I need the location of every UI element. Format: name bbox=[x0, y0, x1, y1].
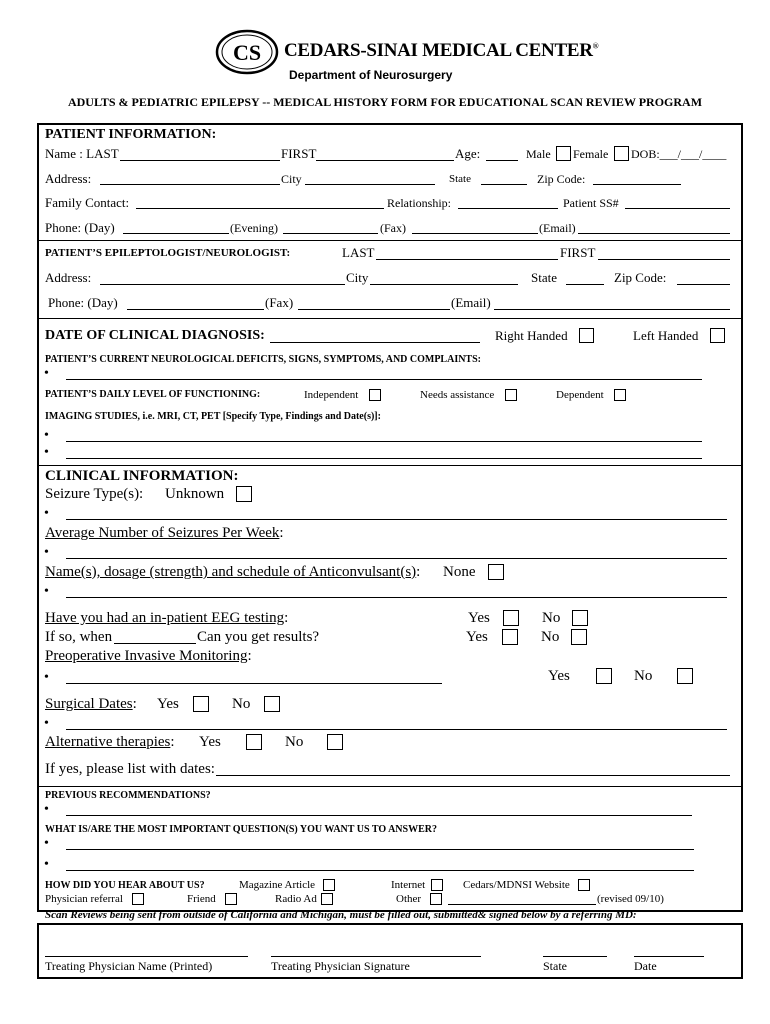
evening-label: (Evening) bbox=[230, 221, 278, 235]
evening-field[interactable] bbox=[283, 233, 378, 234]
preop-field[interactable] bbox=[66, 683, 442, 684]
eeg-no-checkbox[interactable] bbox=[572, 610, 588, 626]
internet-checkbox[interactable] bbox=[431, 879, 443, 891]
neuro-state-field[interactable] bbox=[566, 284, 604, 285]
female-label: Female bbox=[573, 147, 609, 161]
question-label: WHAT IS/ARE THE MOST IMPORTANT QUESTION(S) YOU WANT US TO ANSWER? bbox=[45, 824, 437, 835]
bullet-icon: • bbox=[44, 857, 49, 872]
other-field[interactable] bbox=[448, 904, 596, 905]
zip-field[interactable] bbox=[593, 184, 681, 185]
bullet-icon: • bbox=[44, 506, 49, 521]
surgical-no-checkbox[interactable] bbox=[264, 696, 280, 712]
anticonvulsant-field[interactable] bbox=[66, 597, 727, 598]
deficits-field[interactable] bbox=[66, 379, 702, 380]
radio-ad-label: Radio Ad bbox=[275, 893, 317, 905]
physician-referral-checkbox[interactable] bbox=[132, 893, 144, 905]
eeg-yes-label: Yes bbox=[468, 610, 490, 626]
dob-field[interactable]: DOB:___/___/____ bbox=[631, 147, 727, 161]
email-field[interactable] bbox=[578, 233, 730, 234]
fax-label: (Fax) bbox=[380, 221, 406, 235]
male-label: Male bbox=[526, 147, 551, 161]
other-label: Other bbox=[396, 893, 422, 905]
physician-date-field[interactable] bbox=[634, 956, 704, 957]
form-title: ADULTS & PEDIATRIC EPILEPSY -- MEDICAL HISTORY FORM FOR EDUCATIONAL SCAN REVIEW PROGRAM bbox=[67, 95, 703, 109]
dependent-checkbox[interactable] bbox=[614, 389, 626, 401]
needs-assistance-label: Needs assistance bbox=[420, 389, 495, 401]
alt-no-label: No bbox=[285, 734, 304, 750]
neurologist-heading: PATIENT’S EPILEPTOLOGIST/NEUROLOGIST: bbox=[45, 247, 291, 259]
neuro-last-field[interactable] bbox=[376, 259, 558, 260]
none-checkbox[interactable] bbox=[488, 564, 504, 580]
alt-therapies-label: Alternative therapies: bbox=[45, 734, 175, 750]
previous-recs-field[interactable] bbox=[66, 815, 692, 816]
state-field[interactable] bbox=[481, 184, 527, 185]
imaging-label: IMAGING STUDIES, i.e. MRI, CT, PET [Specify Type, Findings and Date(s)]: bbox=[45, 411, 381, 422]
neuro-first-label: FIRST bbox=[560, 245, 596, 260]
alt-yes-label: Yes bbox=[199, 734, 221, 750]
hear-label: HOW DID YOU HEAR ABOUT US? bbox=[45, 880, 205, 891]
preop-no-label: No bbox=[634, 668, 653, 684]
department-name: Department of Neurosurgery bbox=[289, 68, 453, 82]
internet-label: Internet bbox=[391, 879, 426, 891]
bullet-icon: • bbox=[44, 366, 49, 381]
list-dates-label: If yes, please list with dates: bbox=[45, 761, 215, 777]
neuro-fax-label: (Fax) bbox=[265, 295, 294, 310]
preop-label: Preoperative Invasive Monitoring: bbox=[45, 648, 252, 664]
zip-label: Zip Code: bbox=[537, 172, 586, 186]
surgical-dates-label: Surgical Dates: bbox=[45, 696, 137, 712]
address-label: Address: bbox=[45, 171, 92, 186]
logo-text: CS bbox=[232, 40, 262, 65]
diagnosis-date-field[interactable] bbox=[270, 342, 480, 343]
divider bbox=[39, 318, 741, 319]
magazine-label: Magazine Article bbox=[239, 879, 316, 891]
needs-assistance-checkbox[interactable] bbox=[505, 389, 517, 401]
neuro-last-label: LAST bbox=[342, 245, 375, 260]
physician-referral-label: Physician referral bbox=[45, 893, 123, 905]
question-field-2[interactable] bbox=[66, 870, 694, 871]
results-label: Can you get results? bbox=[197, 629, 320, 645]
alt-yes-checkbox[interactable] bbox=[246, 734, 262, 750]
surgical-dates-field[interactable] bbox=[66, 729, 727, 730]
neuro-fax-field[interactable] bbox=[298, 309, 450, 310]
neuro-address-label: Address: bbox=[45, 270, 92, 285]
neuro-city-label: City bbox=[346, 270, 369, 285]
state-label: State bbox=[449, 173, 471, 185]
bullet-icon: • bbox=[44, 802, 49, 817]
unknown-checkbox[interactable] bbox=[236, 486, 252, 502]
divider bbox=[39, 786, 741, 787]
neuro-email-field[interactable] bbox=[494, 309, 730, 310]
eeg-when-field[interactable] bbox=[114, 643, 196, 644]
website-checkbox[interactable] bbox=[578, 879, 590, 891]
preop-no-checkbox[interactable] bbox=[677, 668, 693, 684]
revised-label: (revised 09/10) bbox=[597, 893, 664, 905]
neuro-city-field[interactable] bbox=[370, 284, 518, 285]
neuro-zip-label: Zip Code: bbox=[614, 270, 667, 285]
results-yes-checkbox[interactable] bbox=[502, 629, 518, 645]
divider bbox=[39, 240, 741, 241]
surgical-yes-checkbox[interactable] bbox=[193, 696, 209, 712]
name-last-field[interactable] bbox=[120, 160, 280, 161]
patient-heading: PATIENT INFORMATION: bbox=[45, 127, 217, 142]
email-label: (Email) bbox=[539, 221, 576, 235]
relationship-label: Relationship: bbox=[387, 196, 451, 210]
physician-state-label: State bbox=[543, 959, 567, 973]
radio-ad-checkbox[interactable] bbox=[321, 893, 333, 905]
cedars-sinai-logo bbox=[215, 29, 279, 75]
independent-label: Independent bbox=[304, 389, 359, 401]
phone-day-label: Phone: (Day) bbox=[45, 220, 115, 235]
bullet-icon: • bbox=[44, 584, 49, 599]
outside-notice: Scan Reviews being sent from outside of California and Michigan, must be filled out, submitted& signed below by a referring MD: bbox=[45, 909, 637, 921]
seizure-type-label: Seizure Type(s): bbox=[45, 486, 144, 502]
avg-seizures-field[interactable] bbox=[66, 558, 727, 559]
avg-seizures-label: Average Number of Seizures Per Week: bbox=[45, 525, 284, 541]
neuro-address-field[interactable] bbox=[100, 284, 345, 285]
name-last-label: Name : LAST bbox=[45, 146, 119, 161]
physician-state-field[interactable] bbox=[543, 956, 607, 957]
independent-checkbox[interactable] bbox=[369, 389, 381, 401]
ss-field[interactable] bbox=[625, 208, 730, 209]
results-no-label: No bbox=[541, 629, 560, 645]
physician-name-field[interactable] bbox=[45, 956, 248, 957]
list-dates-field[interactable] bbox=[216, 775, 730, 776]
surgical-yes-label: Yes bbox=[157, 696, 179, 712]
bullet-icon: • bbox=[44, 716, 49, 731]
surgical-no-label: No bbox=[232, 696, 251, 712]
unknown-label: Unknown bbox=[165, 486, 225, 502]
org-name: CEDARS-SINAI MEDICAL CENTER® bbox=[284, 40, 599, 61]
physician-date-label: Date bbox=[634, 959, 657, 973]
imaging-field-2[interactable] bbox=[66, 458, 702, 459]
deficits-label: PATIENT’S CURRENT NEUROLOGICAL DEFICITS, SIGNS, SYMPTOMS, AND COMPLAINTS: bbox=[45, 354, 481, 365]
results-yes-label: Yes bbox=[466, 629, 488, 645]
family-contact-label: Family Contact: bbox=[45, 195, 130, 210]
preop-yes-checkbox[interactable] bbox=[596, 668, 612, 684]
magazine-checkbox[interactable] bbox=[323, 879, 335, 891]
eeg-no-label: No bbox=[542, 610, 561, 626]
family-contact-field[interactable] bbox=[136, 208, 384, 209]
male-checkbox[interactable] bbox=[556, 146, 571, 161]
right-handed-checkbox[interactable] bbox=[579, 328, 594, 343]
neuro-zip-field[interactable] bbox=[677, 284, 730, 285]
physician-signature-field[interactable] bbox=[271, 956, 481, 957]
neuro-phone-field[interactable] bbox=[127, 309, 264, 310]
right-handed-label: Right Handed bbox=[495, 328, 568, 343]
imaging-field-1[interactable] bbox=[66, 441, 702, 442]
neuro-state-label: State bbox=[531, 270, 557, 285]
divider bbox=[39, 465, 741, 466]
neuro-email-label: (Email) bbox=[451, 295, 491, 310]
left-handed-checkbox[interactable] bbox=[710, 328, 725, 343]
fax-field[interactable] bbox=[412, 233, 538, 234]
age-field[interactable] bbox=[486, 160, 518, 161]
ss-label: Patient SS# bbox=[563, 196, 619, 210]
bullet-icon: • bbox=[44, 545, 49, 560]
neuro-phone-label: Phone: (Day) bbox=[48, 295, 118, 310]
daily-function-label: PATIENT’S DAILY LEVEL OF FUNCTIONING: bbox=[45, 389, 261, 400]
city-field[interactable] bbox=[305, 184, 435, 185]
bullet-icon: • bbox=[44, 670, 49, 685]
bullet-icon: • bbox=[44, 445, 49, 460]
age-label: Age: bbox=[455, 146, 481, 161]
eeg-yes-checkbox[interactable] bbox=[503, 610, 519, 626]
female-checkbox[interactable] bbox=[614, 146, 629, 161]
friend-checkbox[interactable] bbox=[225, 893, 237, 905]
friend-label: Friend bbox=[187, 893, 216, 905]
preop-yes-label: Yes bbox=[548, 668, 570, 684]
relationship-field[interactable] bbox=[458, 208, 558, 209]
name-first-label: FIRST bbox=[281, 146, 317, 161]
seizure-type-field[interactable] bbox=[66, 519, 727, 520]
clinical-heading: CLINICAL INFORMATION: bbox=[45, 468, 239, 484]
diagnosis-date-label: DATE OF CLINICAL DIAGNOSIS: bbox=[45, 328, 265, 343]
website-label: Cedars/MDNSI Website bbox=[463, 879, 570, 891]
phone-day-field[interactable] bbox=[123, 233, 229, 234]
none-label: None bbox=[443, 564, 476, 580]
name-first-field[interactable] bbox=[316, 160, 454, 161]
anticonvulsant-label: Name(s), dosage (strength) and schedule of Anticonvulsant(s): bbox=[45, 564, 421, 580]
physician-name-label: Treating Physician Name (Printed) bbox=[45, 959, 213, 973]
previous-recs-label: PREVIOUS RECOMMENDATIONS? bbox=[45, 790, 211, 801]
left-handed-label: Left Handed bbox=[633, 328, 699, 343]
bullet-icon: • bbox=[44, 428, 49, 443]
results-no-checkbox[interactable] bbox=[571, 629, 587, 645]
other-checkbox[interactable] bbox=[430, 893, 442, 905]
address-field[interactable] bbox=[100, 184, 280, 185]
city-label: City bbox=[281, 172, 302, 186]
neuro-first-field[interactable] bbox=[598, 259, 730, 260]
question-field-1[interactable] bbox=[66, 849, 694, 850]
alt-no-checkbox[interactable] bbox=[327, 734, 343, 750]
eeg-label: Have you had an in-patient EEG testing: bbox=[45, 610, 289, 626]
physician-signature-label: Treating Physician Signature bbox=[271, 959, 410, 973]
bullet-icon: • bbox=[44, 836, 49, 851]
eeg-when-label: If so, when bbox=[45, 629, 113, 645]
dependent-label: Dependent bbox=[556, 389, 604, 401]
